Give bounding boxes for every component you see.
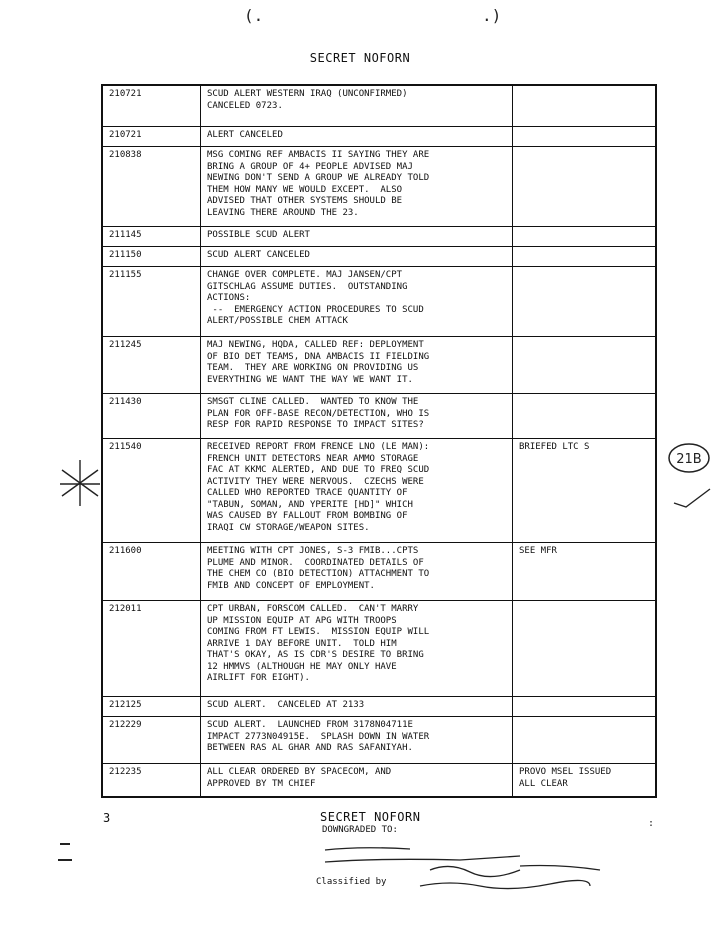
log-time: 211145 xyxy=(103,227,201,246)
margin-dashes-icon xyxy=(56,838,80,868)
log-time: 211245 xyxy=(103,337,201,393)
log-note xyxy=(513,147,655,226)
log-time: 211540 xyxy=(103,439,201,542)
footer-classification: SECRET NOFORN xyxy=(320,810,421,824)
log-note xyxy=(513,697,655,716)
log-row xyxy=(103,127,655,147)
log-time: 210838 xyxy=(103,147,201,226)
log-row xyxy=(103,601,655,697)
log-row xyxy=(103,717,655,764)
asterisk-scribble-icon xyxy=(58,458,102,508)
stamp-line: DOWNGRADED TO: xyxy=(322,825,398,835)
log-row xyxy=(103,439,655,543)
log-event: MEETING WITH CPT JONES, S-3 FMIB...CPTS PLUME AND MINOR. COORDINATED DETAILS OF THE CHEM CO (BIO DETECTION) ATTACHMENT TO FMIB AND CONCEPT OF EMPLOYMENT. xyxy=(201,543,513,600)
log-time: 212125 xyxy=(103,697,201,716)
log-note xyxy=(513,394,655,438)
log-note: SEE MFR xyxy=(519,546,557,556)
circled-page-ref xyxy=(665,440,713,476)
log-note xyxy=(513,601,655,696)
log-time: 210721 xyxy=(103,127,201,146)
log-time: 212011 xyxy=(103,601,201,696)
log-event: SCUD ALERT CANCELED xyxy=(201,247,513,266)
log-time: 211600 xyxy=(103,543,201,600)
log-note: PROVO MSEL ISSUED ALL CLEAR xyxy=(519,767,612,789)
log-note xyxy=(513,337,655,393)
log-event: SMSGT CLINE CALLED. WANTED TO KNOW THE PLAN FOR OFF-BASE RECON/DETECTION, WHO IS RESP FOR RAPID RESPONSE TO IMPACT SITES? xyxy=(201,394,513,438)
log-event: MAJ NEWING, HQDA, CALLED REF: DEPLOYMENT OF BIO DET TEAMS, DNA AMBACIS II FIELDING TEAM. THEY ARE WORKING ON PROVIDING US EVERYTHING WE WANT THE WAY WE WANT IT. xyxy=(201,337,513,393)
log-event: RECEIVED REPORT FROM FRENCE LNO (LE MAN): FRENCH UNIT DETECTORS NEAR AMMO STORAGE FAC AT KKMC ALERTED, AND DUE TO FREQ SCUD ACTIVITY THEY WERE NERVOUS. CZECHS WERE CALLED WHO REPORTED TRACE QUANTITY OF "TABUN, SOMAN, AND YPERITE [HD]" WHICH WAS CAUSED BY FALLOUT FROM BOMBING OF IRAQI CW STORAGE/WEAPON SITES. xyxy=(201,439,513,542)
log-event: POSSIBLE SCUD ALERT xyxy=(201,227,513,246)
log-row xyxy=(103,86,655,127)
log-event: SCUD ALERT. LAUNCHED FROM 3178N04711E IMPACT 2773N04915E. SPLASH DOWN IN WATER BETWEEN RAS AL GHAR AND RAS SAFANIYAH. xyxy=(201,717,513,763)
log-note: BRIEFED LTC S xyxy=(519,442,590,452)
handwritten-mark-top-left: (. xyxy=(244,6,264,25)
log-event: ALERT CANCELED xyxy=(201,127,513,146)
log-time: 212235 xyxy=(103,764,201,796)
log-event: SCUD ALERT. CANCELED AT 2133 xyxy=(201,697,513,716)
handwritten-mark-top-right: .) xyxy=(482,6,502,25)
log-time: 211150 xyxy=(103,247,201,266)
log-row xyxy=(103,267,655,337)
log-note xyxy=(513,227,655,246)
margin-speck: : xyxy=(648,818,655,829)
log-note xyxy=(513,127,655,146)
log-row xyxy=(103,543,655,601)
log-table xyxy=(101,84,657,798)
log-time: 211430 xyxy=(103,394,201,438)
stamp-line: Classified by xyxy=(316,877,387,887)
log-row xyxy=(103,227,655,247)
log-time: 210721 xyxy=(103,86,201,126)
log-row xyxy=(103,764,655,796)
log-event: MSG COMING REF AMBACIS II SAYING THEY ARE BRING A GROUP OF 4+ PEOPLE ADVISED MAJ NEWING DON'T SEND A GROUP WE ALREADY TOLD THEM HOW MANY WE WOULD EXCEPT. ALSO ADVISED THAT OTHER SYSTEMS SHOULD BE LEAVING THERE AROUND THE 23. xyxy=(201,147,513,226)
log-event: SCUD ALERT WESTERN IRAQ (UNCONFIRMED) CANCELED 0723. xyxy=(201,86,513,126)
log-row xyxy=(103,247,655,267)
log-note xyxy=(513,267,655,336)
log-event: ALL CLEAR ORDERED BY SPACECOM, AND APPROVED BY TM CHIEF xyxy=(201,764,513,796)
log-row xyxy=(103,394,655,439)
log-row xyxy=(103,147,655,227)
circled-page-ref-text: 21B xyxy=(676,452,702,467)
log-row xyxy=(103,337,655,394)
page-number: 3 xyxy=(103,811,111,825)
log-note xyxy=(513,86,655,126)
log-time: 212229 xyxy=(103,717,201,763)
stamp-handwriting-icon xyxy=(320,840,620,892)
log-event: CPT URBAN, FORSCOM CALLED. CAN'T MARRY UP MISSION EQUIP AT APG WITH TROOPS COMING FROM FT LEWIS. MISSION EQUIP WILL ARRIVE 1 DAY BEFORE UNIT. TOLD HIM THAT'S OKAY, AS IS CDR'S DESIRE TO BRING 12 HMMVS (ALTHOUGH HE MAY ONLY HAVE AIRLIFT FOR EIGHT). xyxy=(201,601,513,696)
log-row xyxy=(103,697,655,717)
classification-header: SECRET NOFORN xyxy=(309,51,411,65)
log-time: 211155 xyxy=(103,267,201,336)
log-note xyxy=(513,717,655,763)
log-note xyxy=(513,247,655,266)
check-scribble-icon xyxy=(672,485,712,509)
log-event: CHANGE OVER COMPLETE. MAJ JANSEN/CPT GITSCHLAG ASSUME DUTIES. OUTSTANDING ACTIONS: -- EMERGENCY ACTION PROCEDURES TO SCUD ALERT/POSSIBLE CHEM ATTACK xyxy=(201,267,513,336)
